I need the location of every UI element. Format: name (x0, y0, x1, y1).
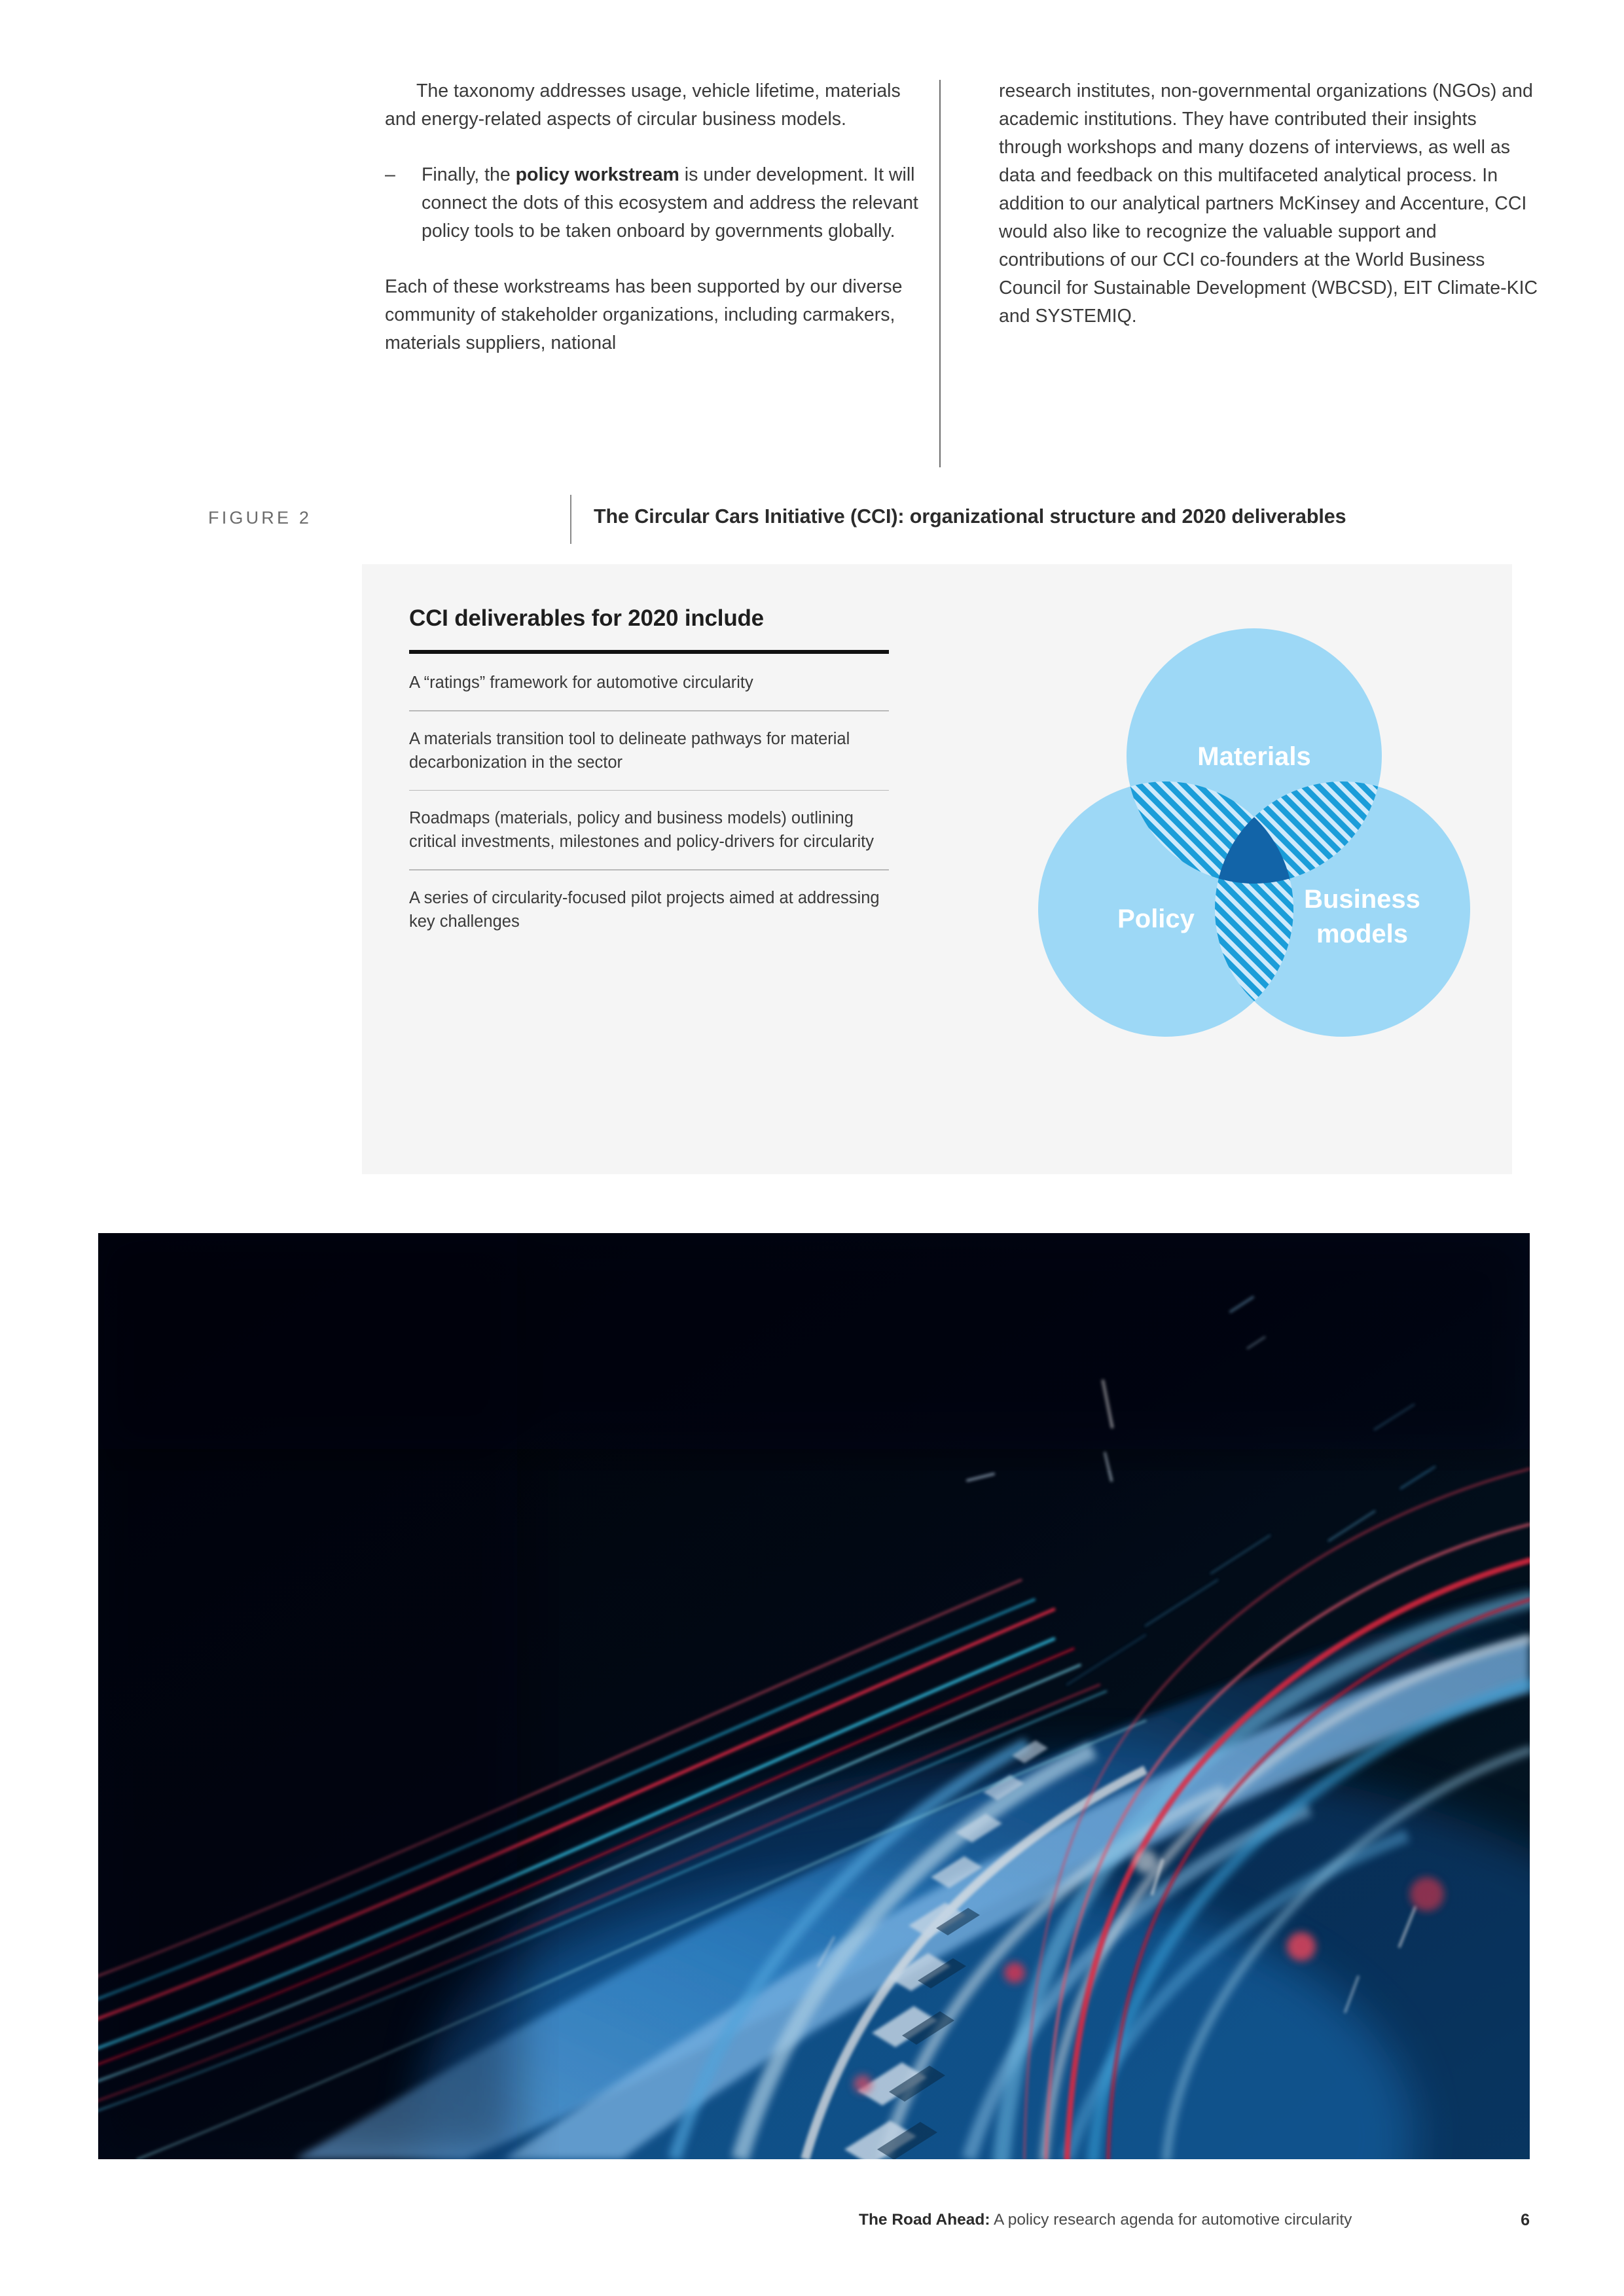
figure-panel (362, 564, 1512, 1174)
venn-diagram (997, 564, 1512, 1174)
deliverable-item: A series of circularity-focused pilot projects aimed at addressing key challenges (409, 888, 880, 931)
bullet-bold-term: policy workstream (515, 164, 679, 185)
figure-label: FIGURE 2 (208, 508, 312, 528)
footer-title (859, 2211, 1352, 2229)
bullet-lead-text: Finally, the (422, 164, 516, 185)
footer-title-rest: A policy research agenda for automotive circularity (990, 2211, 1352, 2229)
venn-label-policy: Policy (1117, 905, 1195, 933)
deliverable-item: Roadmaps (materials, policy and business models) outlining critical investments, milestones and policy-drivers for circularity (409, 809, 874, 851)
left-text-column (385, 77, 928, 357)
venn-label-materials: Materials (1197, 742, 1311, 771)
deliverables-panel (409, 605, 889, 933)
paragraph-workstreams-support: Each of these workstreams has been supported by our diverse community of stakeholder organizations, including carmakers, materials suppliers, national (385, 276, 903, 353)
bullet-dash-icon: – (385, 164, 395, 185)
figure-header-divider (570, 495, 571, 544)
body-text-columns (385, 77, 1542, 470)
deliverable-item: A “ratings” framework for automotive circularity (409, 673, 753, 692)
figure-title: The Circular Cars Initiative (CCI): organizational structure and 2020 deliverables (594, 505, 1346, 528)
deliverables-heading-rule (409, 650, 889, 654)
light-trails-highway-photo (98, 1233, 1530, 2159)
footer-title-bold: The Road Ahead: (859, 2211, 990, 2229)
paragraph-taxonomy: The taxonomy addresses usage, vehicle lifetime, materials and energy-related aspects of circular business models. (385, 81, 901, 130)
bullet-rest-text: is under development. It will connect the dots of this ecosystem and address the relevant policy tools to be taken onboard by governments globally. (422, 164, 918, 242)
bullet-policy-text (422, 161, 928, 245)
deliverables-separator (409, 790, 889, 791)
bullet-policy-workstream (385, 161, 928, 245)
deliverables-heading: CCI deliverables for 2020 include (409, 605, 764, 631)
venn-label-business-line2: models (1316, 920, 1409, 948)
right-text-column (999, 77, 1542, 331)
figure-header (208, 504, 1517, 543)
deliverables-separator (409, 710, 889, 711)
venn-label-business-line1: Business (1304, 885, 1420, 914)
column-divider (939, 80, 941, 467)
deliverable-item: A materials transition tool to delineate pathways for material decarbonization in the sector (409, 729, 850, 772)
paragraph-research-institutes: research institutes, non-governmental organizations (NGOs) and academic institutions. They have contributed their insights through workshops and many dozens of interviews, as well as data and feedback on this multifaceted analytical process. In addition to our analytical partners McKinsey and Accenture, CCI would also like to recognize the valuable support and contributions of our CCI co-founders at the World Business Council for Sustainable Development (WBCSD), EIT Climate-KIC and SYSTEMIQ. (999, 81, 1538, 327)
deliverables-separator (409, 869, 889, 870)
page-footer (859, 2211, 1530, 2237)
page-number: 6 (1521, 2211, 1530, 2229)
